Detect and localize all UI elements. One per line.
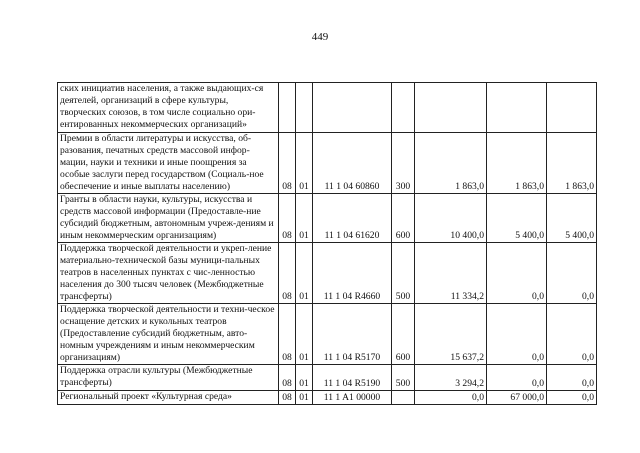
table-row (58, 83, 597, 133)
row-name: Поддержка творческой деятельности и укреп-ление материально-технической базы муници-пальных театров в населенных пунктах с чис-ленностью населения до 300 тысяч человек (Межбюджетные трансферты) (58, 243, 279, 304)
amount-year-3 (547, 83, 597, 133)
subsection-code: 01 (296, 304, 313, 365)
target-article-code: 11 1 04 R4660 (313, 243, 392, 304)
row-name: Поддержка творческой деятельности и техни-ческое оснащение детских и кукольных театров (Предоставление субсидий бюджетным, авто-номным учреждениям и иным некоммерческим организациям) (58, 304, 279, 365)
amount-year-3: 0,0 (547, 243, 597, 304)
amount-year-1: 1 863,0 (415, 133, 487, 194)
row-name: Премии в области литературы и искусства, об-разования, печатных средств массовой инфор-мации, науки и техники и иные поощрения за особые заслуги перед государством (Социаль-ное обеспечение и иные выплаты населению) (58, 133, 279, 194)
amount-year-1: 0,0 (415, 391, 487, 405)
amount-year-1 (415, 83, 487, 133)
target-article-code: 11 1 04 R5190 (313, 365, 392, 391)
budget-table (57, 82, 597, 405)
amount-year-1: 11 334,2 (415, 243, 487, 304)
expense-type-code: 500 (392, 243, 415, 304)
amount-year-3: 1 863,0 (547, 133, 597, 194)
section-code: 08 (279, 304, 296, 365)
row-name: Поддержка отрасли культуры (Межбюджетные трансферты) (58, 365, 279, 391)
table-row (58, 133, 597, 194)
amount-year-3: 0,0 (547, 391, 597, 405)
expense-type-code (392, 83, 415, 133)
row-name: Региональный проект «Культурная среда» (58, 391, 279, 405)
amount-year-3: 0,0 (547, 365, 597, 391)
section-code (279, 83, 296, 133)
subsection-code: 01 (296, 243, 313, 304)
target-article-code: 11 1 04 R5170 (313, 304, 392, 365)
target-article-code: 11 1 04 60860 (313, 133, 392, 194)
table-row (58, 391, 597, 405)
section-code: 08 (279, 194, 296, 243)
subsection-code (296, 83, 313, 133)
section-code: 08 (279, 243, 296, 304)
table-row (58, 243, 597, 304)
amount-year-1: 15 637,2 (415, 304, 487, 365)
amount-year-2: 5 400,0 (487, 194, 547, 243)
page-number: 449 (311, 31, 329, 43)
amount-year-3: 5 400,0 (547, 194, 597, 243)
target-article-code: 11 1 A1 00000 (313, 391, 392, 405)
target-article-code (313, 83, 392, 133)
row-name: ских инициатив населения, а также выдающих-ся деятелей, организаций в сфере культуры, творческих союзов, в том числе социально ори-ентированных некоммерческих организаций» (58, 83, 279, 133)
subsection-code: 01 (296, 365, 313, 391)
target-article-code: 11 1 04 61620 (313, 194, 392, 243)
subsection-code: 01 (296, 133, 313, 194)
amount-year-2: 67 000,0 (487, 391, 547, 405)
expense-type-code: 300 (392, 133, 415, 194)
amount-year-3: 0,0 (547, 304, 597, 365)
expense-type-code: 500 (392, 365, 415, 391)
subsection-code: 01 (296, 194, 313, 243)
table-row (58, 365, 597, 391)
expense-type-code (392, 391, 415, 405)
amount-year-1: 10 400,0 (415, 194, 487, 243)
section-code: 08 (279, 365, 296, 391)
table-row (58, 304, 597, 365)
expense-type-code: 600 (392, 304, 415, 365)
amount-year-2: 0,0 (487, 304, 547, 365)
expense-type-code: 600 (392, 194, 415, 243)
amount-year-2: 1 863,0 (487, 133, 547, 194)
amount-year-2 (487, 83, 547, 133)
subsection-code: 01 (296, 391, 313, 405)
row-name: Гранты в области науки, культуры, искусства и средств массовой информации (Предоставле-ние субсидий бюджетным, автономным учреж-дениям и иным некоммерческим организациям) (58, 194, 279, 243)
amount-year-2: 0,0 (487, 365, 547, 391)
amount-year-1: 3 294,2 (415, 365, 487, 391)
table-row (58, 194, 597, 243)
section-code: 08 (279, 133, 296, 194)
amount-year-2: 0,0 (487, 243, 547, 304)
section-code: 08 (279, 391, 296, 405)
